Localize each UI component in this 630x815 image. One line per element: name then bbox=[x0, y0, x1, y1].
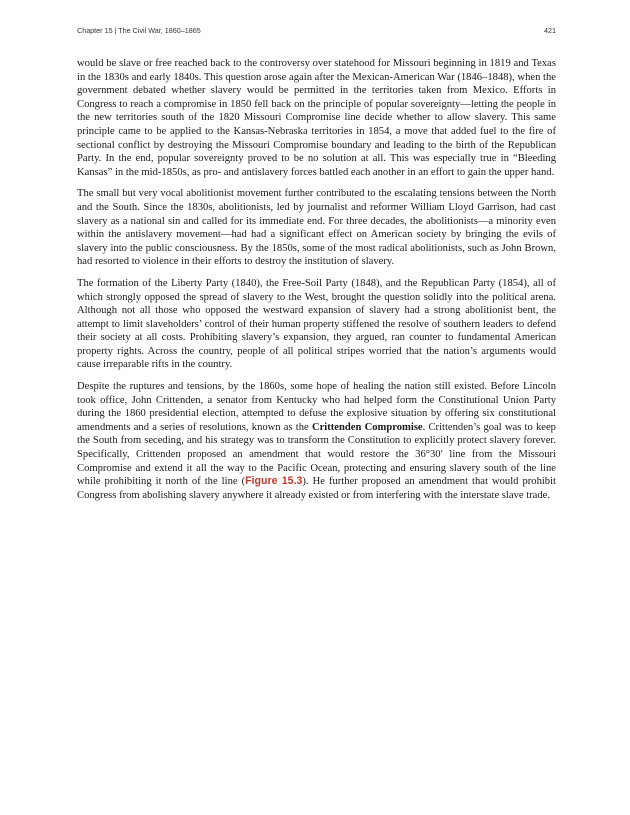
running-header bbox=[77, 26, 556, 35]
paragraph-4-text-a: Despite the ruptures and tensions, by the 1860s, some hope of healing the nation still existed. Before Lincoln took office, John Crittenden, a senator from Kentucky who had helped form the Constitutional Union Party during the 1860 presidential election, attempted to defuse the explosive situation by offering six constitutional amendments and a series of resolutions, known as the bbox=[77, 381, 556, 433]
paragraph-1: would be slave or free reached back to the controversy over statehood for Missouri beginning in 1819 and Texas in the 1830s and early 1840s. This question arose again after the Mexican-American War (1846–1848), when the government debated whether slavery would be permitted in the territories taken from Mexico. Efforts in Congress to reach a compromise in 1850 fell back on the principle of popular sovereignty—letting the people in the new territories south of the 1820 Missouri Compromise line decide whether to allow slavery. This same principle came to be applied to the Kansas-Nebraska territories in 1854, a move that added fuel to the fire of sectional conflict by destroying the Missouri Compromise boundary and leading to the birth of the Republican Party. In the end, popular sovereignty proved to be no solution at all. This was especially true in “Bleeding Kansas” in the mid-1850s, as pro- and antislavery forces battled each another in an effort to gain the upper hand. bbox=[77, 58, 556, 178]
body-text bbox=[77, 57, 556, 510]
page-number: 421 bbox=[544, 26, 556, 35]
paragraph-4-text-c: ). He further proposed an amendment that would prohibit Congress from abolishing slavery anywhere it already existed or from interfering with the interstate slave trade. bbox=[77, 476, 556, 501]
paragraph-2: The small but very vocal abolitionist movement further contributed to the escalating tensions between the North and the South. Since the 1830s, abolitionists, led by journalist and reformer William Lloyd Garrison, had cast slavery as a national sin and called for its immediate end. For three decades, the abolitionists—a minority even within the antislavery movement—had had a significant effect on American society by bringing the evils of slavery into the public consciousness. By the 1850s, some of the most radical abolitionists, such as John Brown, had resorted to violence in their efforts to destroy the institution of slavery. bbox=[77, 188, 556, 268]
figure-15-3-link[interactable]: Figure 15.3 bbox=[245, 475, 303, 488]
key-term-crittenden-compromise: Crittenden Compromise bbox=[311, 421, 423, 433]
paragraph-4-text-b: . Crittenden’s goal was to keep the South from seceding, and his strategy was to transform the Constitution to explicitly protect slavery forever. Specifically, Crittenden proposed an amendment that would restore the 36°30′ line from the Missouri Compromise and extend it all the way to the Pacific Ocean, protecting and ensuring slavery south of the line while prohibiting it north of the line ( bbox=[77, 421, 556, 488]
paragraph-4 bbox=[77, 380, 556, 502]
paragraph-3: The formation of the Liberty Party (1840), the Free-Soil Party (1848), and the Republican Party (1854), all of which strongly opposed the spread of slavery to the West, brought the question solidly into the political arena. Although not all those who opposed the westward expansion of slavery had a strong abolitionist bent, the attempt to limit slaveholders’ control of their human property stiffened the resolve of southern leaders to defend their society at all costs. Prohibiting slavery’s expansion, they argued, ran counter to fundamental American property rights. Across the country, people of all political stripes worried that the nation’s arguments would cause irreparable rifts in the country. bbox=[77, 277, 556, 371]
chapter-title: Chapter 15 | The Civil War, 1860–1865 bbox=[77, 26, 201, 35]
